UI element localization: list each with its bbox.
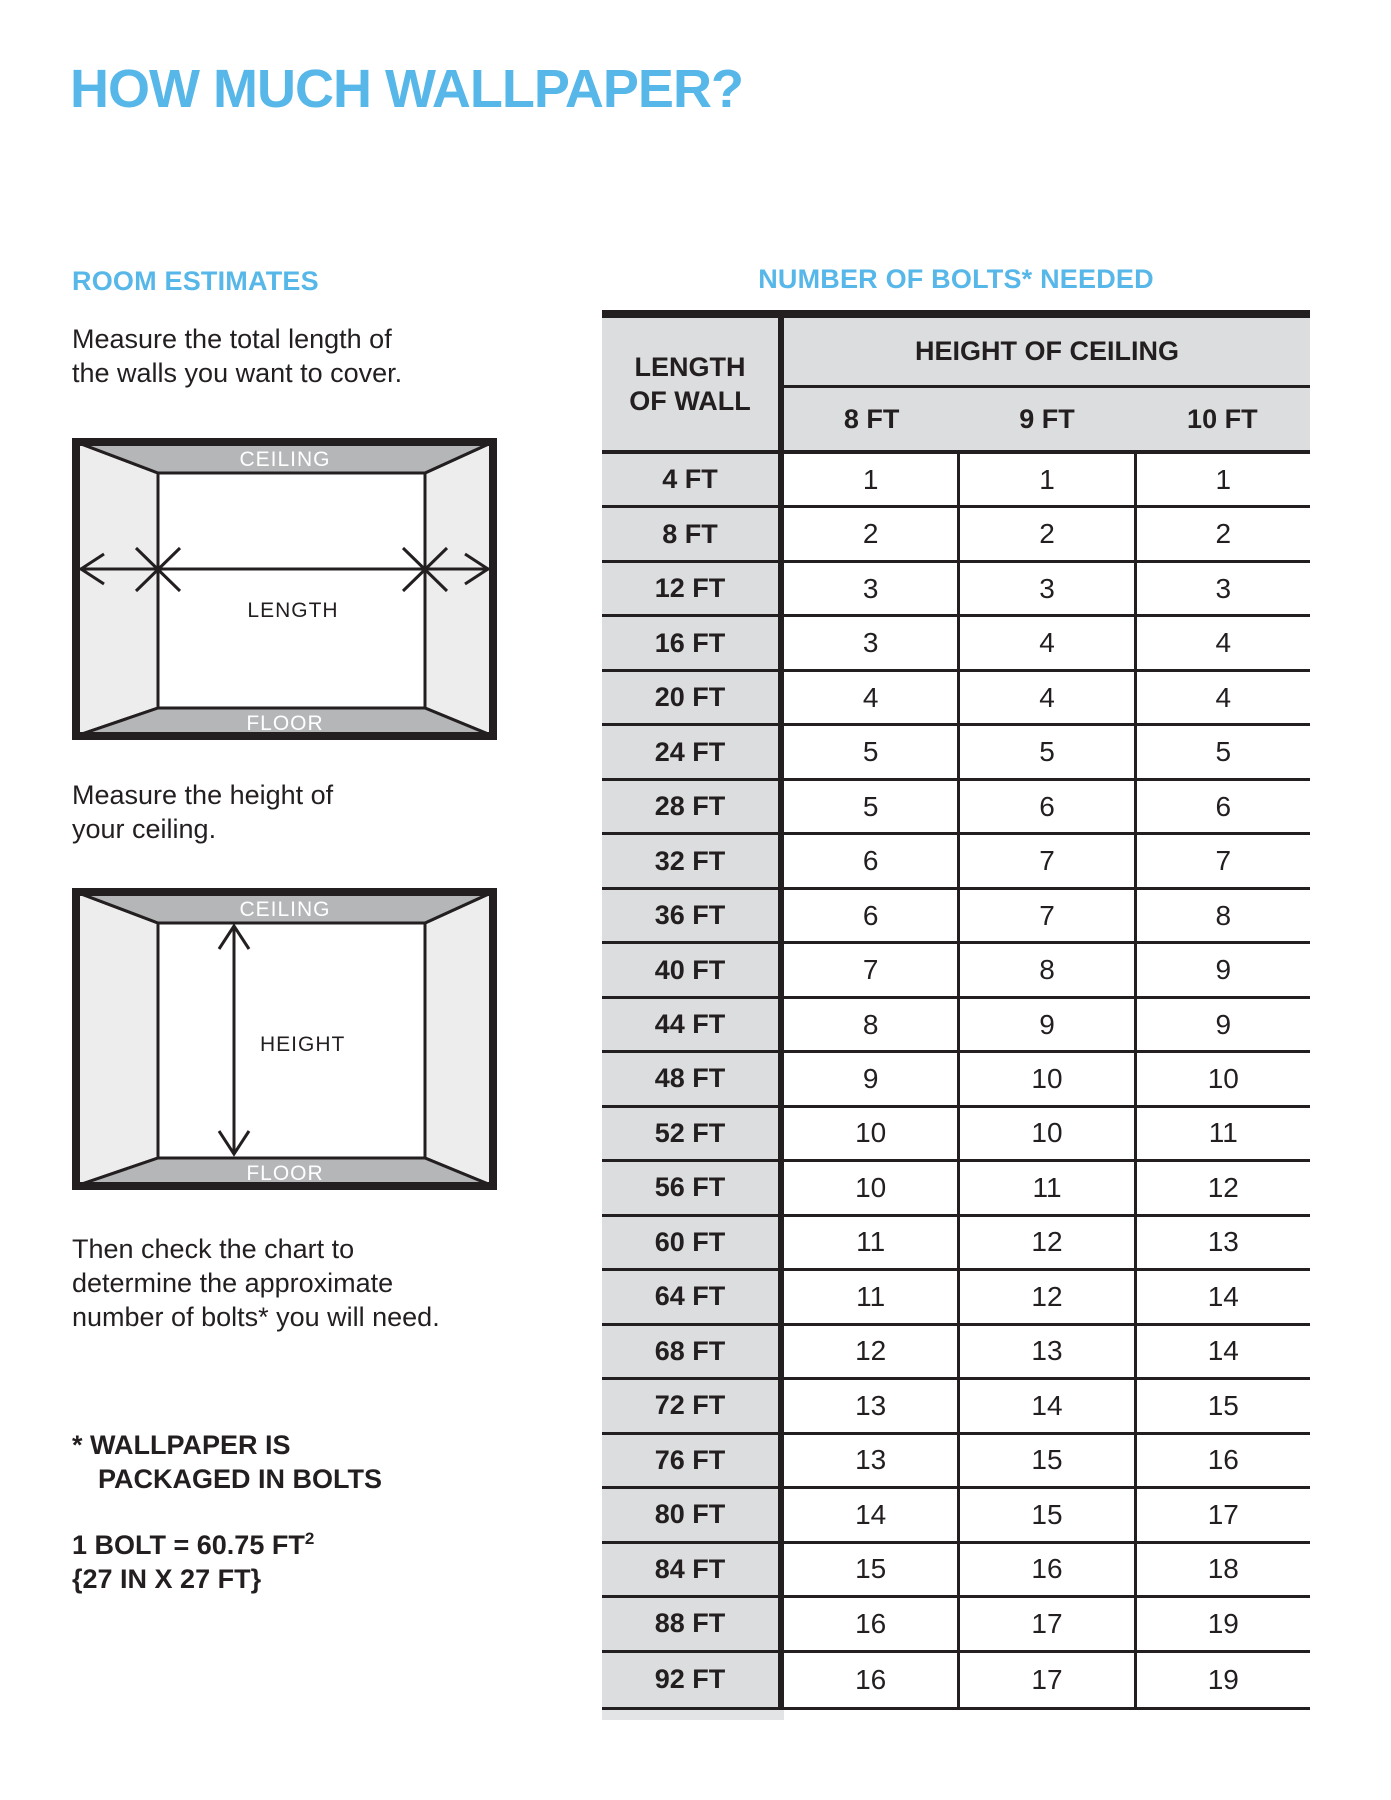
table-row — [602, 1217, 1310, 1271]
bolts-9ft-cell: 2 — [957, 508, 1133, 559]
bolts-10ft-cell: 6 — [1134, 781, 1310, 832]
instruction-paragraph-1 — [72, 322, 402, 390]
bolts-10ft-cell: 12 — [1134, 1162, 1310, 1213]
left-column-tail — [602, 1710, 784, 1720]
table-body — [602, 454, 1310, 1707]
bolts-10ft-cell: 16 — [1134, 1435, 1310, 1486]
table-row — [602, 1598, 1310, 1652]
instruction-3-line-2: determine the approximate — [72, 1268, 394, 1298]
bolts-needed-heading: NUMBER OF BOLTS* NEEDED — [758, 264, 1154, 294]
bolts-10ft-cell: 14 — [1134, 1326, 1310, 1377]
bolts-9ft-cell: 11 — [957, 1162, 1133, 1213]
table-row — [602, 1162, 1310, 1216]
bolts-8ft-cell: 16 — [784, 1598, 957, 1649]
bolt-equation-line — [72, 1528, 314, 1562]
table-row — [602, 1326, 1310, 1380]
ceiling-height-diagram — [72, 888, 497, 1190]
wall-length-cell: 16 FT — [602, 617, 784, 668]
wall-length-cell: 28 FT — [602, 781, 784, 832]
table-row — [602, 781, 1310, 835]
wall-length-cell: 92 FT — [602, 1653, 784, 1707]
instruction-3-line-1: Then check the chart to — [72, 1234, 355, 1264]
bolts-8ft-cell: 3 — [784, 563, 957, 614]
bolt-equation — [72, 1528, 314, 1596]
bolts-9ft-cell: 6 — [957, 781, 1133, 832]
instruction-3-line-3: number of bolts* you will need. — [72, 1302, 440, 1332]
bolts-9ft-cell: 14 — [957, 1380, 1133, 1431]
left-wall-shape — [76, 892, 158, 1186]
length-of-wall-line-2: OF WALL — [629, 386, 751, 416]
table-row — [602, 617, 1310, 671]
table-row — [602, 1380, 1310, 1434]
bolt-footnote — [72, 1428, 382, 1496]
bolts-8ft-cell: 16 — [784, 1653, 957, 1707]
bolts-10ft-cell: 3 — [1134, 563, 1310, 614]
bolt-dimensions: {27 IN X 27 FT} — [72, 1564, 262, 1594]
bolts-10ft-cell: 19 — [1134, 1598, 1310, 1649]
wall-length-cell: 8 FT — [602, 508, 784, 559]
wall-length-cell: 36 FT — [602, 890, 784, 941]
bolts-8ft-cell: 11 — [784, 1217, 957, 1268]
bolts-8ft-cell: 7 — [784, 944, 957, 995]
table-row — [602, 726, 1310, 780]
bolts-9ft-cell: 10 — [957, 1108, 1133, 1159]
footnote-line-1: * WALLPAPER IS — [72, 1430, 291, 1460]
bolts-10ft-cell: 9 — [1134, 999, 1310, 1050]
table-header — [602, 318, 1310, 450]
table-row — [602, 1053, 1310, 1107]
ceiling-label: CEILING — [239, 898, 331, 921]
length-label: LENGTH — [247, 599, 339, 622]
bolts-10ft-cell: 9 — [1134, 944, 1310, 995]
table-row — [602, 563, 1310, 617]
bolts-9ft-cell: 1 — [957, 454, 1133, 505]
ceiling-height-subheaders — [784, 388, 1310, 450]
bolts-9ft-cell: 12 — [957, 1217, 1133, 1268]
bolts-9ft-cell: 15 — [957, 1489, 1133, 1540]
table-row — [602, 508, 1310, 562]
bolts-10ft-cell: 10 — [1134, 1053, 1310, 1104]
table-row — [602, 1271, 1310, 1325]
floor-label: FLOOR — [246, 712, 324, 735]
bolts-8ft-cell: 1 — [784, 454, 957, 505]
bolts-10ft-cell: 1 — [1134, 454, 1310, 505]
bolts-9ft-cell: 12 — [957, 1271, 1133, 1322]
bolts-9ft-cell: 15 — [957, 1435, 1133, 1486]
length-of-wall-line-1: LENGTH — [634, 352, 746, 382]
wall-length-cell: 80 FT — [602, 1489, 784, 1540]
wall-length-cell: 20 FT — [602, 672, 784, 723]
length-of-wall-header — [602, 318, 784, 450]
wall-length-cell: 48 FT — [602, 1053, 784, 1104]
bolts-9ft-cell: 17 — [957, 1598, 1133, 1649]
left-wall-shape — [76, 442, 158, 736]
bolts-10ft-cell: 4 — [1134, 672, 1310, 723]
bolts-9ft-cell: 4 — [957, 672, 1133, 723]
bolts-8ft-cell: 5 — [784, 781, 957, 832]
bolts-8ft-cell: 4 — [784, 672, 957, 723]
bolts-9ft-cell: 13 — [957, 1326, 1133, 1377]
bolts-8ft-cell: 3 — [784, 617, 957, 668]
instruction-2-line-1: Measure the height of — [72, 780, 334, 810]
subheader-8ft: 8 FT — [843, 403, 900, 434]
bolts-8ft-cell: 8 — [784, 999, 957, 1050]
table-row — [602, 1435, 1310, 1489]
instruction-1-line-1: Measure the total length of — [72, 324, 392, 354]
bolts-9ft-cell: 5 — [957, 726, 1133, 777]
bolts-10ft-cell: 15 — [1134, 1380, 1310, 1431]
room-length-diagram — [72, 438, 497, 740]
bolts-10ft-cell: 4 — [1134, 617, 1310, 668]
bolts-10ft-cell: 18 — [1134, 1544, 1310, 1595]
wall-length-cell: 4 FT — [602, 454, 784, 505]
bolts-10ft-cell: 7 — [1134, 835, 1310, 886]
page-title: HOW MUCH WALLPAPER? — [70, 59, 743, 119]
wall-length-cell: 64 FT — [602, 1271, 784, 1322]
table-row — [602, 999, 1310, 1053]
table-row — [602, 890, 1310, 944]
bolts-10ft-cell: 17 — [1134, 1489, 1310, 1540]
bolts-9ft-cell: 9 — [957, 999, 1133, 1050]
bolts-8ft-cell: 13 — [784, 1380, 957, 1431]
bolts-8ft-cell: 5 — [784, 726, 957, 777]
right-wall-shape — [425, 892, 493, 1186]
wall-length-cell: 72 FT — [602, 1380, 784, 1431]
room-estimates-heading: ROOM ESTIMATES — [72, 266, 319, 296]
wall-length-cell: 88 FT — [602, 1598, 784, 1649]
bolts-10ft-cell: 2 — [1134, 508, 1310, 559]
bolts-8ft-cell: 11 — [784, 1271, 957, 1322]
bolts-8ft-cell: 6 — [784, 835, 957, 886]
bolt-equation-text: 1 BOLT = 60.75 FT — [72, 1530, 305, 1560]
bolts-8ft-cell: 15 — [784, 1544, 957, 1595]
bolts-8ft-cell: 14 — [784, 1489, 957, 1540]
wall-length-cell: 60 FT — [602, 1217, 784, 1268]
wall-length-cell: 76 FT — [602, 1435, 784, 1486]
bolts-9ft-cell: 7 — [957, 890, 1133, 941]
instruction-2-line-2: your ceiling. — [72, 814, 217, 844]
table-row — [602, 835, 1310, 889]
table-row — [602, 944, 1310, 998]
bolts-10ft-cell: 14 — [1134, 1271, 1310, 1322]
instruction-paragraph-2 — [72, 778, 333, 846]
bolts-9ft-cell: 3 — [957, 563, 1133, 614]
bolts-10ft-cell: 8 — [1134, 890, 1310, 941]
bolts-8ft-cell: 9 — [784, 1053, 957, 1104]
bolts-10ft-cell: 19 — [1134, 1653, 1310, 1707]
table-row — [602, 1653, 1310, 1707]
bolts-8ft-cell: 13 — [784, 1435, 957, 1486]
table-row — [602, 454, 1310, 508]
height-label: HEIGHT — [260, 1033, 346, 1056]
wall-length-cell: 40 FT — [602, 944, 784, 995]
table-row — [602, 1108, 1310, 1162]
table-top-border — [602, 310, 1310, 318]
right-wall-shape — [425, 442, 493, 736]
wall-length-cell: 68 FT — [602, 1326, 784, 1377]
wall-length-cell: 12 FT — [602, 563, 784, 614]
bolts-9ft-cell: 16 — [957, 1544, 1133, 1595]
bolts-9ft-cell: 10 — [957, 1053, 1133, 1104]
bolts-8ft-cell: 10 — [784, 1162, 957, 1213]
bolts-10ft-cell: 5 — [1134, 726, 1310, 777]
bolt-equation-superscript: 2 — [304, 1529, 315, 1548]
bolts-8ft-cell: 6 — [784, 890, 957, 941]
footnote-line-2: PACKAGED IN BOLTS — [98, 1464, 383, 1494]
bolts-9ft-cell: 17 — [957, 1653, 1133, 1707]
bolts-8ft-cell: 10 — [784, 1108, 957, 1159]
bolts-9ft-cell: 8 — [957, 944, 1133, 995]
bolts-10ft-cell: 13 — [1134, 1217, 1310, 1268]
subheader-10ft: 10 FT — [1187, 403, 1258, 434]
height-of-ceiling-header: HEIGHT OF CEILING — [784, 318, 1310, 388]
floor-label: FLOOR — [246, 1162, 324, 1185]
bolts-9ft-cell: 4 — [957, 617, 1133, 668]
wall-length-cell: 24 FT — [602, 726, 784, 777]
wall-length-cell: 52 FT — [602, 1108, 784, 1159]
table-row — [602, 1489, 1310, 1543]
bolts-table — [602, 310, 1310, 1720]
instruction-paragraph-3 — [72, 1232, 440, 1334]
table-row — [602, 1544, 1310, 1598]
wall-length-cell: 56 FT — [602, 1162, 784, 1213]
bolts-8ft-cell: 12 — [784, 1326, 957, 1377]
wall-length-cell: 32 FT — [602, 835, 784, 886]
table-row — [602, 672, 1310, 726]
bolts-10ft-cell: 11 — [1134, 1108, 1310, 1159]
subheader-9ft: 9 FT — [1019, 403, 1075, 434]
bolts-8ft-cell: 2 — [784, 508, 957, 559]
bolts-9ft-cell: 7 — [957, 835, 1133, 886]
ceiling-label: CEILING — [239, 448, 331, 471]
wall-length-cell: 44 FT — [602, 999, 784, 1050]
wall-length-cell: 84 FT — [602, 1544, 784, 1595]
height-of-ceiling-header-group — [784, 318, 1310, 450]
instruction-1-line-2: the walls you want to cover. — [72, 358, 403, 388]
